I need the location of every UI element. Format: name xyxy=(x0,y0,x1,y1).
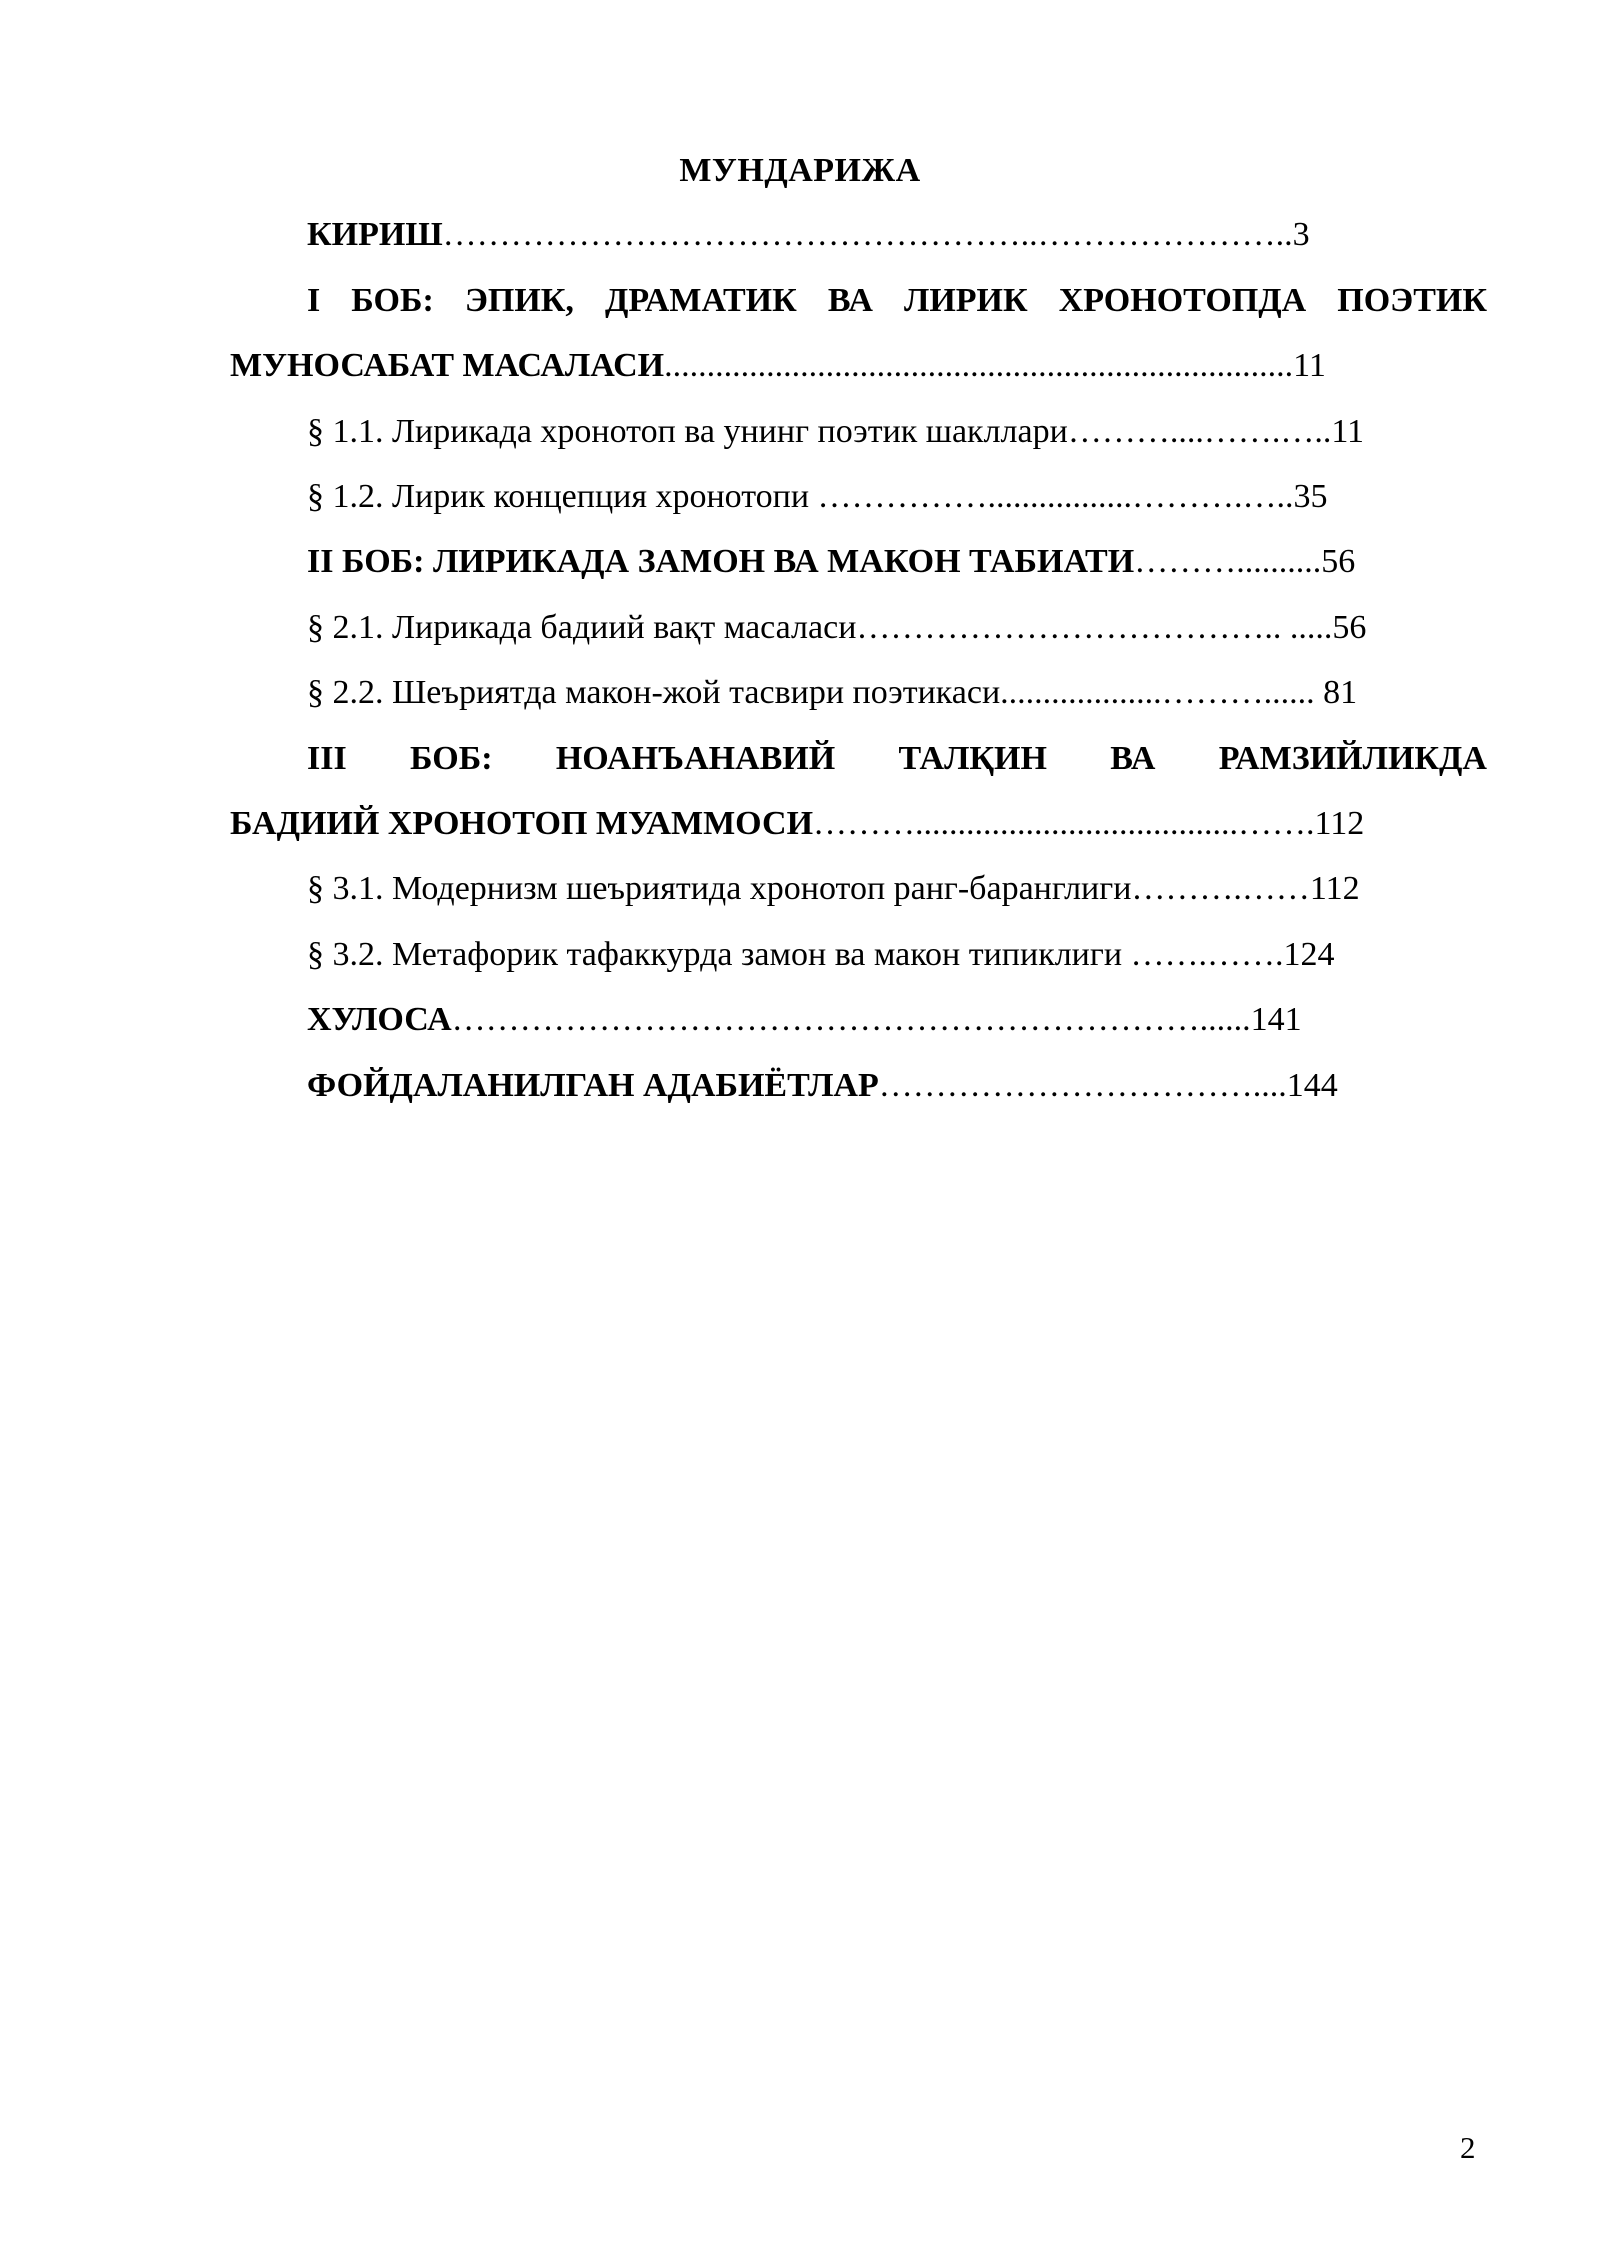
toc-page-number: 81 xyxy=(1323,674,1358,711)
toc-entry-section-3-1 xyxy=(307,868,1360,910)
toc-entry-section-1-2 xyxy=(307,476,1328,518)
toc-word: ПОЭТИК xyxy=(1337,282,1487,319)
toc-entry-chapter-2 xyxy=(307,541,1355,583)
toc-entry-label: § 2.2. Шеъриятда макон-жой тасвири поэтикаси xyxy=(307,674,1001,711)
toc-page-number: 112 xyxy=(1314,805,1365,842)
toc-entry-chapter-1-line-2 xyxy=(230,345,1326,387)
toc-entry-label: КИРИШ xyxy=(307,216,443,253)
toc-page-number: 3 xyxy=(1292,216,1310,253)
toc-entry-label: БАДИИЙ ХРОНОТОП МУАММОСИ xyxy=(230,805,814,842)
toc-leader: ……………………………………………..………………….. xyxy=(442,216,1293,253)
toc-word: ДРАМАТИК xyxy=(604,282,797,319)
page-title: МУНДАРИЖА xyxy=(679,152,921,189)
toc-page-number: 11 xyxy=(1293,347,1326,384)
toc-word: РАМЗИЙЛИКДА xyxy=(1218,740,1487,777)
toc-entry-label: § 1.1. Лирикада хронотоп ва унинг поэтик шакллари xyxy=(307,413,1068,450)
toc-entry-section-1-1 xyxy=(307,411,1364,453)
toc-page-number: 112 xyxy=(1309,870,1360,907)
toc-word: ЭПИК, xyxy=(464,282,574,319)
toc-entry-label: § 3.2. Метафорик тафаккурда замон ва макон типиклиги xyxy=(307,936,1131,973)
toc-leader: ……….......... xyxy=(1134,543,1322,580)
toc-page-number: 56 xyxy=(1321,543,1356,580)
page-number: 2 xyxy=(1460,2130,1476,2165)
toc-entry-chapter-3-line-1 xyxy=(307,738,1487,780)
toc-word: ХРОНОТОПДА xyxy=(1058,282,1307,319)
toc-entry-section-3-2 xyxy=(307,934,1335,976)
toc-page-number: 11 xyxy=(1331,413,1365,450)
toc-leader: …………….................……….….. xyxy=(817,478,1294,515)
toc-word: ТАЛҚИН xyxy=(898,740,1047,777)
toc-entry-label: II БОБ: ЛИРИКАДА ЗАМОН ВА МАКОН ТАБИАТИ xyxy=(307,543,1135,580)
toc-entry-label: МУНОСАБАТ МАСАЛАСИ xyxy=(230,347,665,384)
toc-entry-section-2-2 xyxy=(307,672,1357,714)
toc-entry-section-2-1 xyxy=(307,607,1366,649)
toc-page-number: 124 xyxy=(1283,936,1335,973)
toc-entry-chapter-3-line-2 xyxy=(230,803,1364,845)
toc-leader: ……….…… xyxy=(1131,870,1310,907)
toc-entry-label: ХУЛОСА xyxy=(307,1001,452,1038)
toc-entry-label: ФОЙДАЛАНИЛГАН АДАБИЁТЛАР xyxy=(307,1067,879,1104)
toc-word: БОБ: xyxy=(351,282,434,319)
toc-page-number: 56 xyxy=(1332,609,1367,646)
toc-entry-intro xyxy=(307,214,1310,256)
toc-word: НОАНЪАНАВИЙ xyxy=(555,740,836,777)
toc-word: БОБ: xyxy=(410,740,493,777)
toc-leader: .......................................................................... xyxy=(664,347,1294,384)
toc-word: ВА xyxy=(827,282,873,319)
toc-leader: …………………………………………………………...... xyxy=(451,1001,1251,1038)
toc-entry-label: § 2.1. Лирикада бадиий вақт масаласи xyxy=(307,609,857,646)
toc-leader: ...................………...... xyxy=(1000,674,1324,711)
toc-page-number: 35 xyxy=(1293,478,1328,515)
toc-leader: …….……. xyxy=(1130,936,1284,973)
toc-entry-references xyxy=(307,1065,1338,1107)
toc-word: III xyxy=(307,740,347,777)
toc-leader: …………………………….... xyxy=(878,1067,1287,1104)
toc-entry-chapter-1-line-1 xyxy=(307,280,1487,322)
toc-page-number: 141 xyxy=(1250,1001,1302,1038)
toc-page-number: 144 xyxy=(1286,1067,1338,1104)
toc-word: ВА xyxy=(1110,740,1156,777)
toc-word: ЛИРИК xyxy=(903,282,1028,319)
toc-entry-label: § 1.2. Лирик концепция хронотопи xyxy=(307,478,818,515)
toc-entry-label: § 3.1. Модернизм шеъриятида хронотоп ранг-баранглиги xyxy=(307,870,1132,907)
toc-entry-conclusion xyxy=(307,999,1302,1041)
toc-leader: ………....…….….. xyxy=(1067,413,1332,450)
toc-leader: ……………………………….. ..... xyxy=(856,609,1333,646)
toc-word: I xyxy=(307,282,321,319)
toc-leader: ………......................................……. xyxy=(813,805,1315,842)
